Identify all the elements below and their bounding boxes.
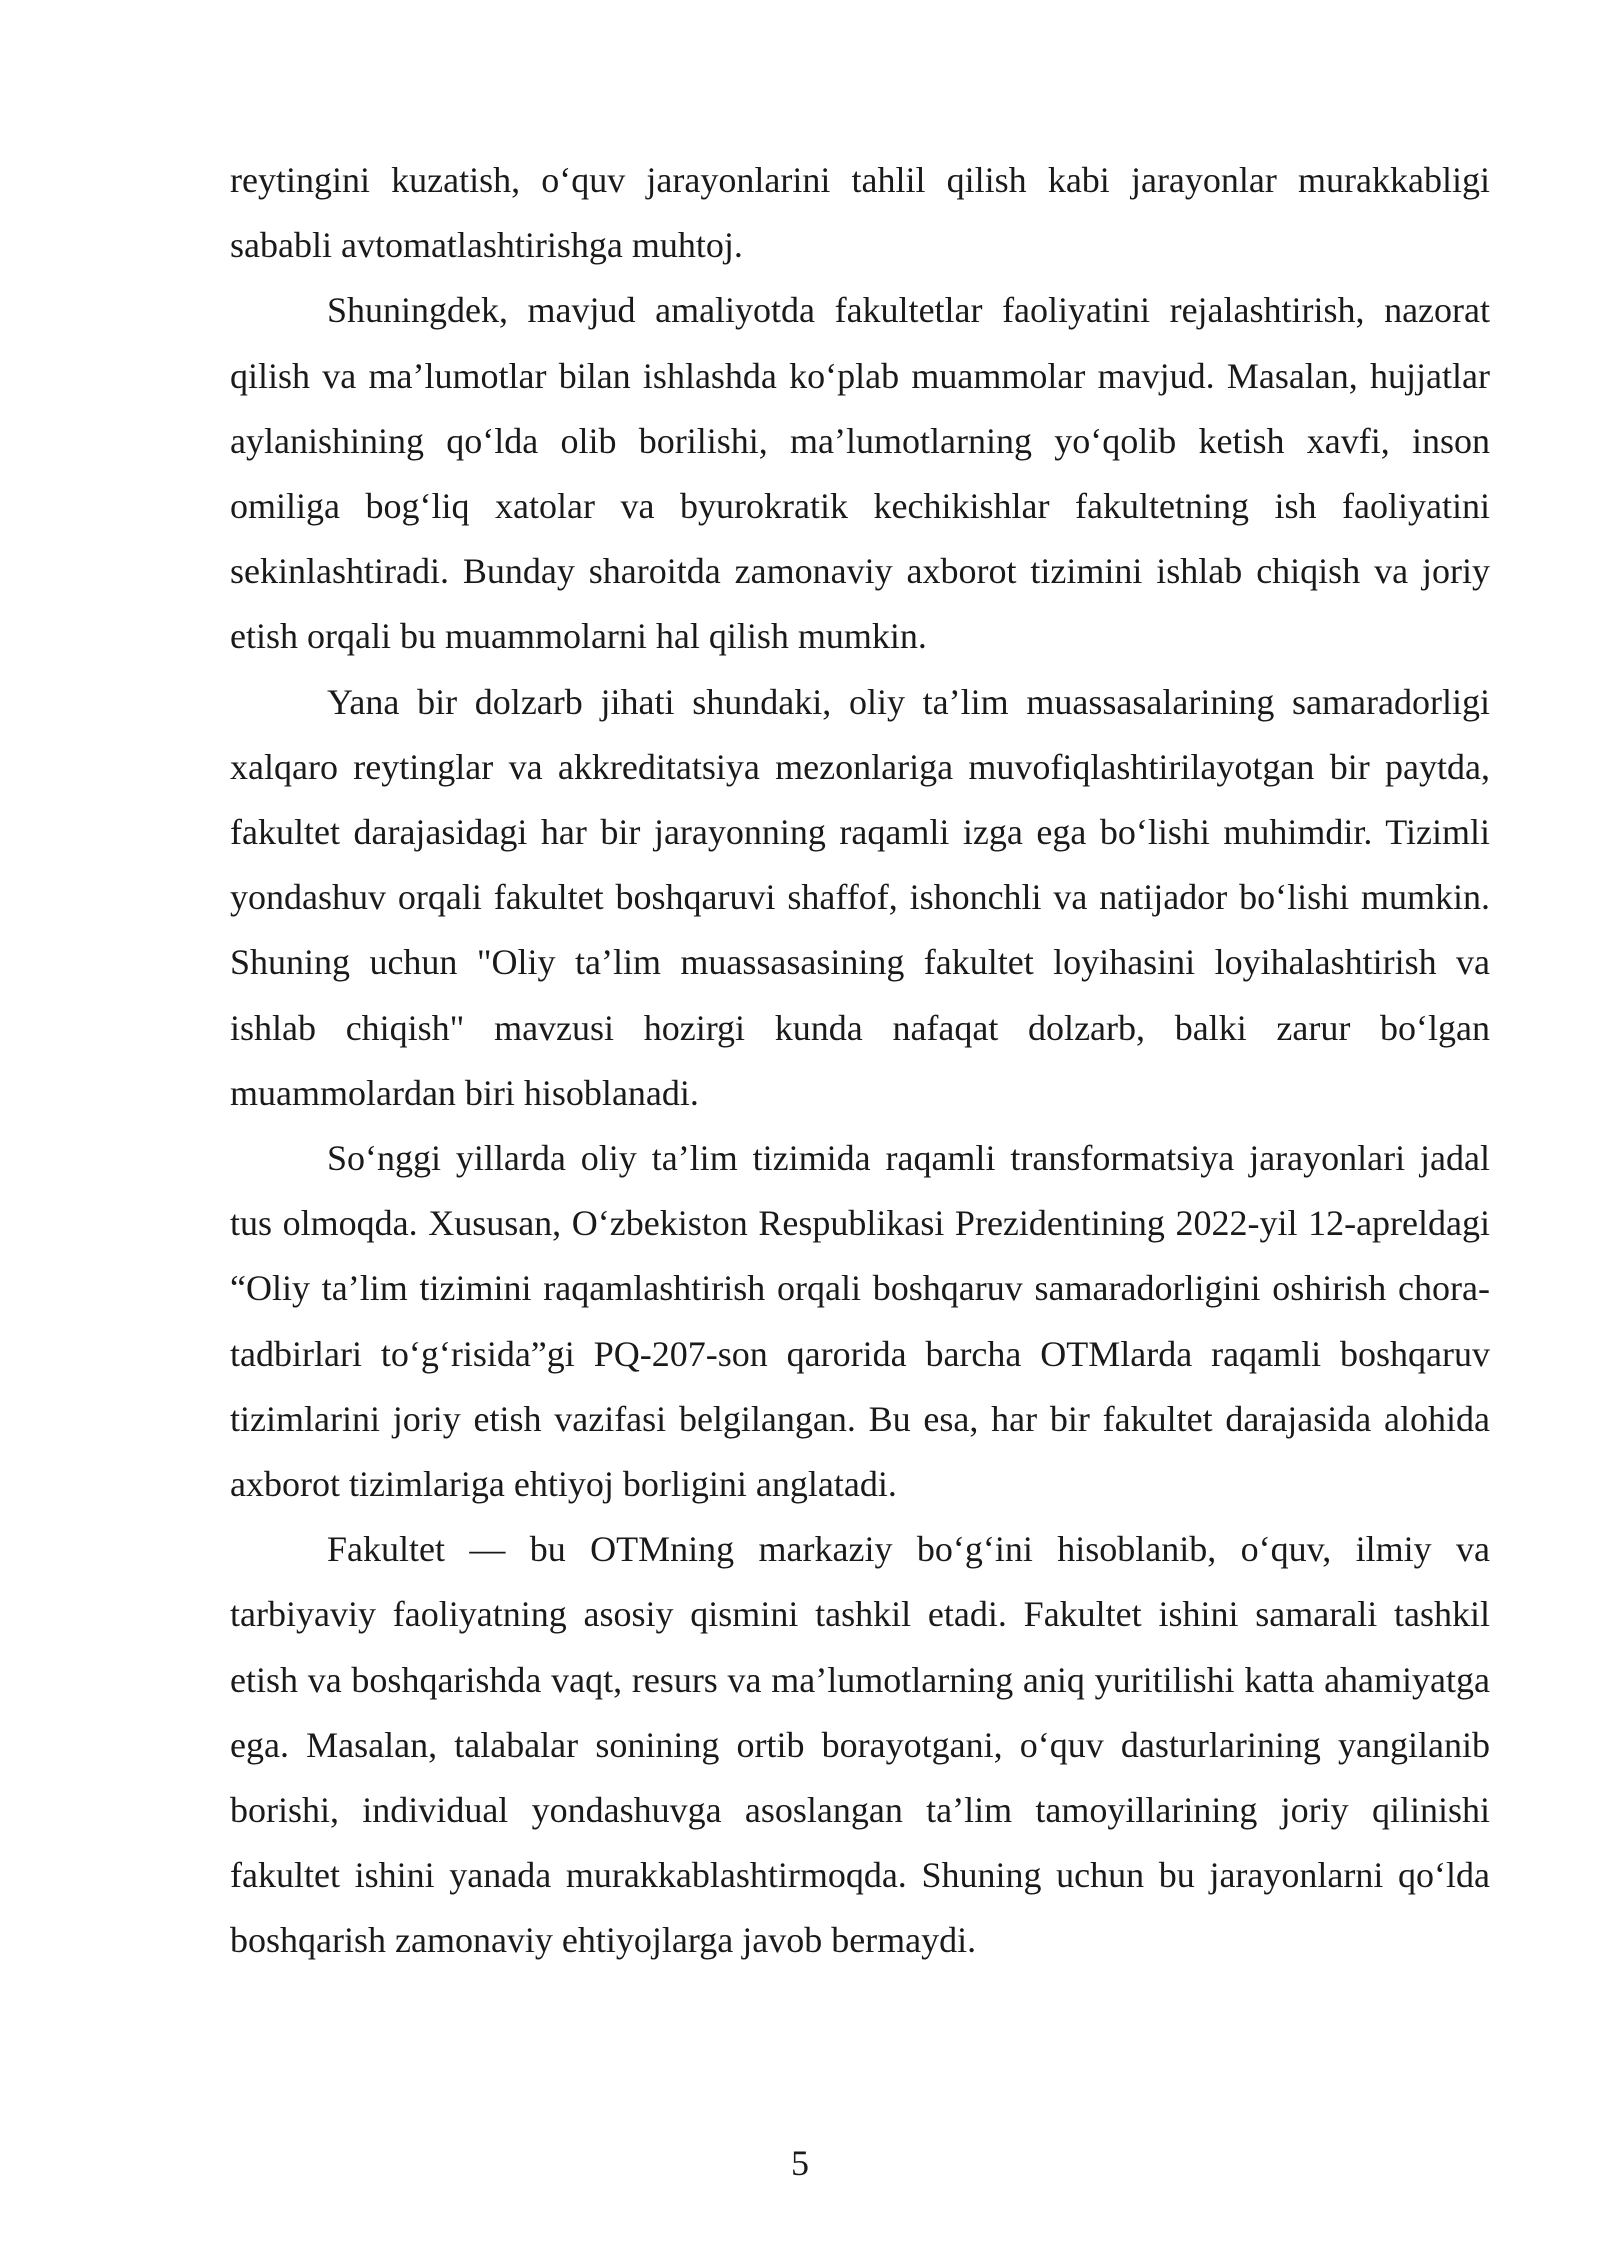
paragraph: Shuningdek, mavjud amaliyotda fakultetlar faoliyatini rejalashtirish, nazorat qilish va ma’lumotlar bilan ishlashda ko‘plab muammolar mavjud. Masalan, hujjatlar aylanishining qo‘lda olib borilishi, ma’lumotlarning yo‘qolib ketish xavfi, inson omiliga bog‘liq xatolar va byurokratik kechikishlar fakultetning ish faoliyatini sekinlashtiradi. Bunday sharoitda zamonaviy axborot tizimini ishlab chiqish va joriy etish orqali bu muammolarni hal qilish mumkin. <box>230 290 1490 657</box>
paragraph: Yana bir dolzarb jihati shundaki, oliy ta’lim muassasalarining samaradorligi xalqaro reytinglar va akkreditatsiya mezonlariga muvofiqlashtirilayotgan bir paytda, fakultet darajasidagi har bir jarayonning raqamli izga ega bo‘lishi muhimdir. Tizimli yondashuv orqali fakultet boshqaruvi shaffof, ishonchli va natijador bo‘lishi mumkin. Shuning uchun "Oliy ta’lim muassasasining fakultet loyihasini loyihalashtirish va ishlab chiqish" mavzusi hozirgi kunda nafaqat dolzarb, balki zarur bo‘lgan muammolardan biri hisoblanadi. <box>230 681 1490 1113</box>
paragraph-continuation: reytingini kuzatish, o‘quv jarayonlarini tahlil qilish kabi jarayonlar murakkabligi sababli avtomatlashtirishga muhtoj. <box>230 160 1490 266</box>
paragraph: Fakultet — bu OTMning markaziy bo‘g‘ini hisoblanib, o‘quv, ilmiy va tarbiyaviy faoliyatning asosiy qismini tashkil etadi. Fakultet ishini samarali tashkil etish va boshqarishda vaqt, resurs va ma’lumotlarning aniq yuritilishi katta ahamiyatga ega. Masalan, talabalar sonining ortib borayotgani, o‘quv dasturlarining yangilanib borishi, individual yondashuvga asoslangan ta’lim tamoyillarining joriy qilinishi fakultet ishini yanada murakkablashtirmoqda. Shuning uchun bu jarayonlarni qo‘lda boshqarish zamonaviy ehtiyojlarga javob bermaydi. <box>230 1529 1490 1961</box>
paragraph: So‘nggi yillarda oliy ta’lim tizimida raqamli transformatsiya jarayonlari jadal tus olmoqda. Xususan, O‘zbekiston Respublikasi Prezidentining 2022-yil 12-apreldagi “Oliy ta’lim tizimini raqamlashtirish orqali boshqaruv samaradorligini oshirish chora-tadbirlari to‘g‘risida”gi PQ-207-son qarorida barcha OTMlarda raqamli boshqaruv tizimlarini joriy etish vazifasi belgilangan. Bu esa, har bir fakultet darajasida alohida axborot tizimlariga ehtiyoj borligini anglatadi. <box>230 1138 1490 1505</box>
document-body <box>230 148 1490 1974</box>
page-number: 5 <box>791 2143 809 2183</box>
